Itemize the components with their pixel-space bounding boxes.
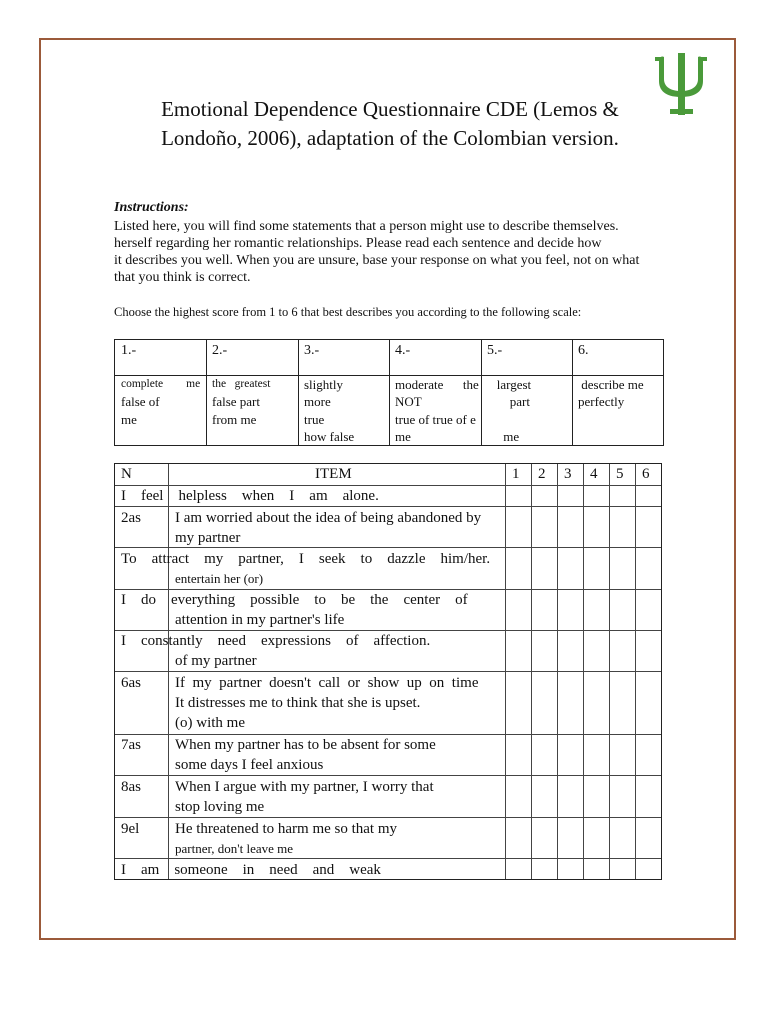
item-number: 9el <box>121 821 140 837</box>
header-rating-2: 2 <box>538 466 546 482</box>
instructions-line: Listed here, you will find some statements that a person might use to describe themselves. <box>114 219 619 234</box>
item-text: To attract my partner, I seek to dazzle him/her. <box>121 551 491 567</box>
header-rating-5: 5 <box>616 466 624 482</box>
item-text-cont: partner, don't leave me <box>175 841 294 856</box>
item-text: I do everything possible to be the center of <box>121 592 468 608</box>
item-text: When I argue with my partner, I worry that <box>175 779 434 795</box>
item-number: 6as <box>121 675 141 691</box>
item-text: I feel helpless when I am alone. <box>121 488 379 504</box>
scale-num-2: 2.- <box>212 343 228 358</box>
instructions-heading: Instructions: <box>114 200 189 215</box>
header-rating-6: 6 <box>642 466 650 482</box>
scale-desc-top-3: slightly <box>304 377 344 392</box>
item-text-cont: stop loving me <box>175 799 265 815</box>
item-text-cont: some days I feel anxious <box>175 757 324 773</box>
instructions-line: it describes you well. When you are unsure, base your response on what you feel, not on what <box>114 253 640 268</box>
item-text: He threatened to harm me so that my <box>175 821 398 837</box>
header-item: ITEM <box>315 466 352 482</box>
scale-num-1: 1.- <box>121 343 137 358</box>
item-text-cont: my partner <box>175 530 241 546</box>
scale-desc-top-2: the greatest <box>212 378 271 390</box>
scale-num-3: 3.- <box>304 343 320 358</box>
scale-num-6: 6. <box>578 343 589 358</box>
instructions-line: herself regarding her romantic relationships. Please read each sentence and decide how <box>114 236 602 251</box>
scale-desc-4: NOT true of true of e me <box>395 394 476 444</box>
document-title <box>100 95 680 153</box>
scale-num-4: 4.- <box>395 343 411 358</box>
scale-desc-5: part me <box>503 394 530 444</box>
title-line-2: Londoño, 2006), adaptation of the Colombian version. <box>161 126 619 150</box>
scale-desc-top-1: complete me <box>121 378 201 390</box>
item-number: 7as <box>121 737 141 753</box>
item-text-cont: attention in my partner's life <box>175 612 345 628</box>
item-text-cont: of my partner <box>175 653 257 669</box>
header-rating-1: 1 <box>512 466 520 482</box>
item-number: 2as <box>121 510 141 526</box>
scale-desc-top-5: largest <box>487 377 532 392</box>
scale-desc-top-4: moderate the <box>395 377 479 392</box>
scale-num-5: 5.- <box>487 343 503 358</box>
item-text: I am someone in need and weak <box>121 862 381 878</box>
title-line-1: Emotional Dependence Questionnaire CDE (Lemos & <box>161 97 619 121</box>
item-text: I am worried about the idea of being abandoned by <box>175 510 482 526</box>
item-text: When my partner has to be absent for some <box>175 737 436 753</box>
instructions-line: that you think is correct. <box>114 270 251 285</box>
scale-desc-1: false of me <box>121 394 160 427</box>
scale-desc-top-6: describe me <box>578 377 644 392</box>
item-text-cont: It distresses me to think that she is upset. <box>175 695 421 711</box>
header-rating-3: 3 <box>564 466 572 482</box>
scale-desc-3: more true how false <box>304 394 355 444</box>
item-number: 8as <box>121 779 141 795</box>
item-text: I constantly need expressions of affection. <box>121 633 431 649</box>
scale-instruction: Choose the highest score from 1 to 6 that best describes you according to the following scale: <box>114 305 582 319</box>
header-rating-4: 4 <box>590 466 598 482</box>
item-text-cont: entertain her (or) <box>175 571 264 586</box>
item-text: If my partner doesn't call or show up on time <box>175 675 479 691</box>
header-n: N <box>121 466 132 482</box>
scale-desc-2: false part from me <box>212 394 261 427</box>
item-text-cont: (o) with me <box>175 715 245 731</box>
scale-table <box>114 339 664 446</box>
scale-desc-6: perfectly <box>578 394 625 409</box>
items-table <box>114 463 662 880</box>
